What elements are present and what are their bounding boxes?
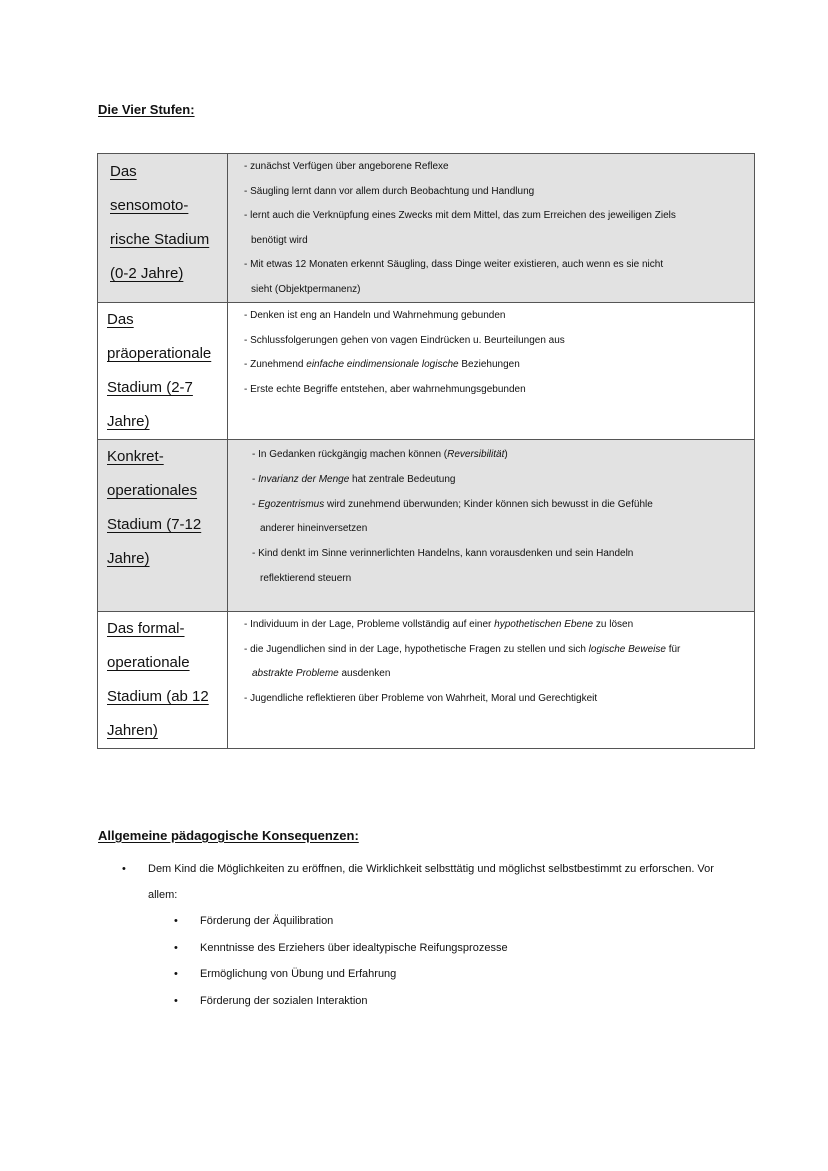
- consequences-sub-item: • Förderung der Äquilibration: [148, 908, 738, 935]
- section-heading-consequences: Allgemeine pädagogische Konsequenzen:: [98, 828, 359, 843]
- stage-points-cell: [228, 612, 755, 749]
- stage-point: - Denken ist eng an Handeln und Wahrnehmung gebunden: [244, 310, 506, 321]
- stage-point: - Schlussfolgerungen gehen von vagen Eindrücken u. Beurteilungen aus: [244, 334, 565, 346]
- consequences-main-item: [118, 856, 738, 1014]
- stage-point: - In Gedanken rückgängig machen können (Reversibilität): [252, 449, 508, 460]
- stage-point: - Individuum in der Lage, Probleme vollständig auf einer hypothetischen Ebene zu lösen: [244, 619, 634, 630]
- stage-name-cell: [98, 154, 228, 303]
- stage-points: [228, 440, 754, 592]
- stage-points: [228, 612, 754, 711]
- consequences-sub-item: • Kenntnisse des Erziehers über idealtypische Reifungsprozesse: [148, 935, 738, 962]
- section-heading-stages: Die Vier Stufen:: [98, 102, 195, 117]
- stage-point: - Säugling lernt dann vor allem durch Beobachtung und Handlung: [244, 185, 535, 197]
- stage-row-preoperational: [98, 303, 755, 440]
- consequences-main-text: Dem Kind die Möglichkeiten zu eröffnen, die Wirklichkeit selbsttätig und möglichst selbstbestimmt zu erforschen. Vor allem:: [148, 863, 714, 901]
- consequences-sub-list: [148, 908, 738, 1014]
- stage-points: [228, 303, 754, 402]
- stage-point: - zunächst Verfügen über angeborene Reflexe: [244, 161, 449, 172]
- stage-name: Das formal- operationale Stadium (ab 12 Jahren): [107, 620, 209, 739]
- stage-points: [228, 154, 754, 302]
- consequences-sub-item: • Förderung der sozialen Interaktion: [148, 988, 738, 1015]
- consequences-sub-item: • Ermöglichung von Übung und Erfahrung: [148, 961, 738, 988]
- stage-point: - Egozentrismus wird zunehmend überwunden; Kinder können sich bewusst in die Gefühle anderer hineinversetzen: [252, 498, 653, 535]
- stage-point: - Kind denkt im Sinne verinnerlichten Handelns, kann vorausdenken und sein Handeln reflektierend steuern: [252, 548, 634, 584]
- stage-name-cell: [98, 440, 228, 612]
- stage-points-cell: [228, 440, 755, 612]
- stage-points-cell: [228, 303, 755, 440]
- stage-point: - Invarianz der Menge hat zentrale Bedeutung: [252, 473, 456, 485]
- stage-point: - Mit etwas 12 Monaten erkennt Säugling, dass Dinge weiter existieren, auch wenn es sie nicht sieht (Objektpermanenz): [244, 259, 664, 295]
- stage-points-cell: [228, 154, 755, 303]
- stage-point: - Zunehmend einfache eindimensionale logische Beziehungen: [244, 359, 520, 370]
- stage-point: - lernt auch die Verknüpfung eines Zwecks mit dem Mittel, das zum Erreichen des jeweiligen Ziels benötigt wird: [244, 210, 676, 246]
- stage-name-cell: [98, 303, 228, 440]
- stage-name: Das präoperationale Stadium (2-7 Jahre): [107, 311, 212, 430]
- stages-table: [97, 153, 755, 749]
- stage-name-cell: [98, 612, 228, 749]
- stage-name: Konkret- operationales Stadium (7-12 Jahre): [107, 448, 202, 567]
- stage-point: - Erste echte Begriffe entstehen, aber wahrnehmungsgebunden: [244, 383, 526, 395]
- stage-name: Das sensomoto- rische Stadium (0-2 Jahre): [110, 163, 210, 282]
- stage-row-sensorimotor: [98, 154, 755, 303]
- stage-point: - Jugendliche reflektieren über Probleme von Wahrheit, Moral und Gerechtigkeit: [244, 692, 598, 704]
- consequences-list: [118, 856, 738, 1014]
- stage-point: - die Jugendlichen sind in der Lage, hypothetische Fragen zu stellen und sich logische Beweise für abstrakte Probleme ausdenken: [244, 643, 681, 679]
- stage-row-formal-operational: [98, 612, 755, 749]
- stage-row-concrete-operational: [98, 440, 755, 612]
